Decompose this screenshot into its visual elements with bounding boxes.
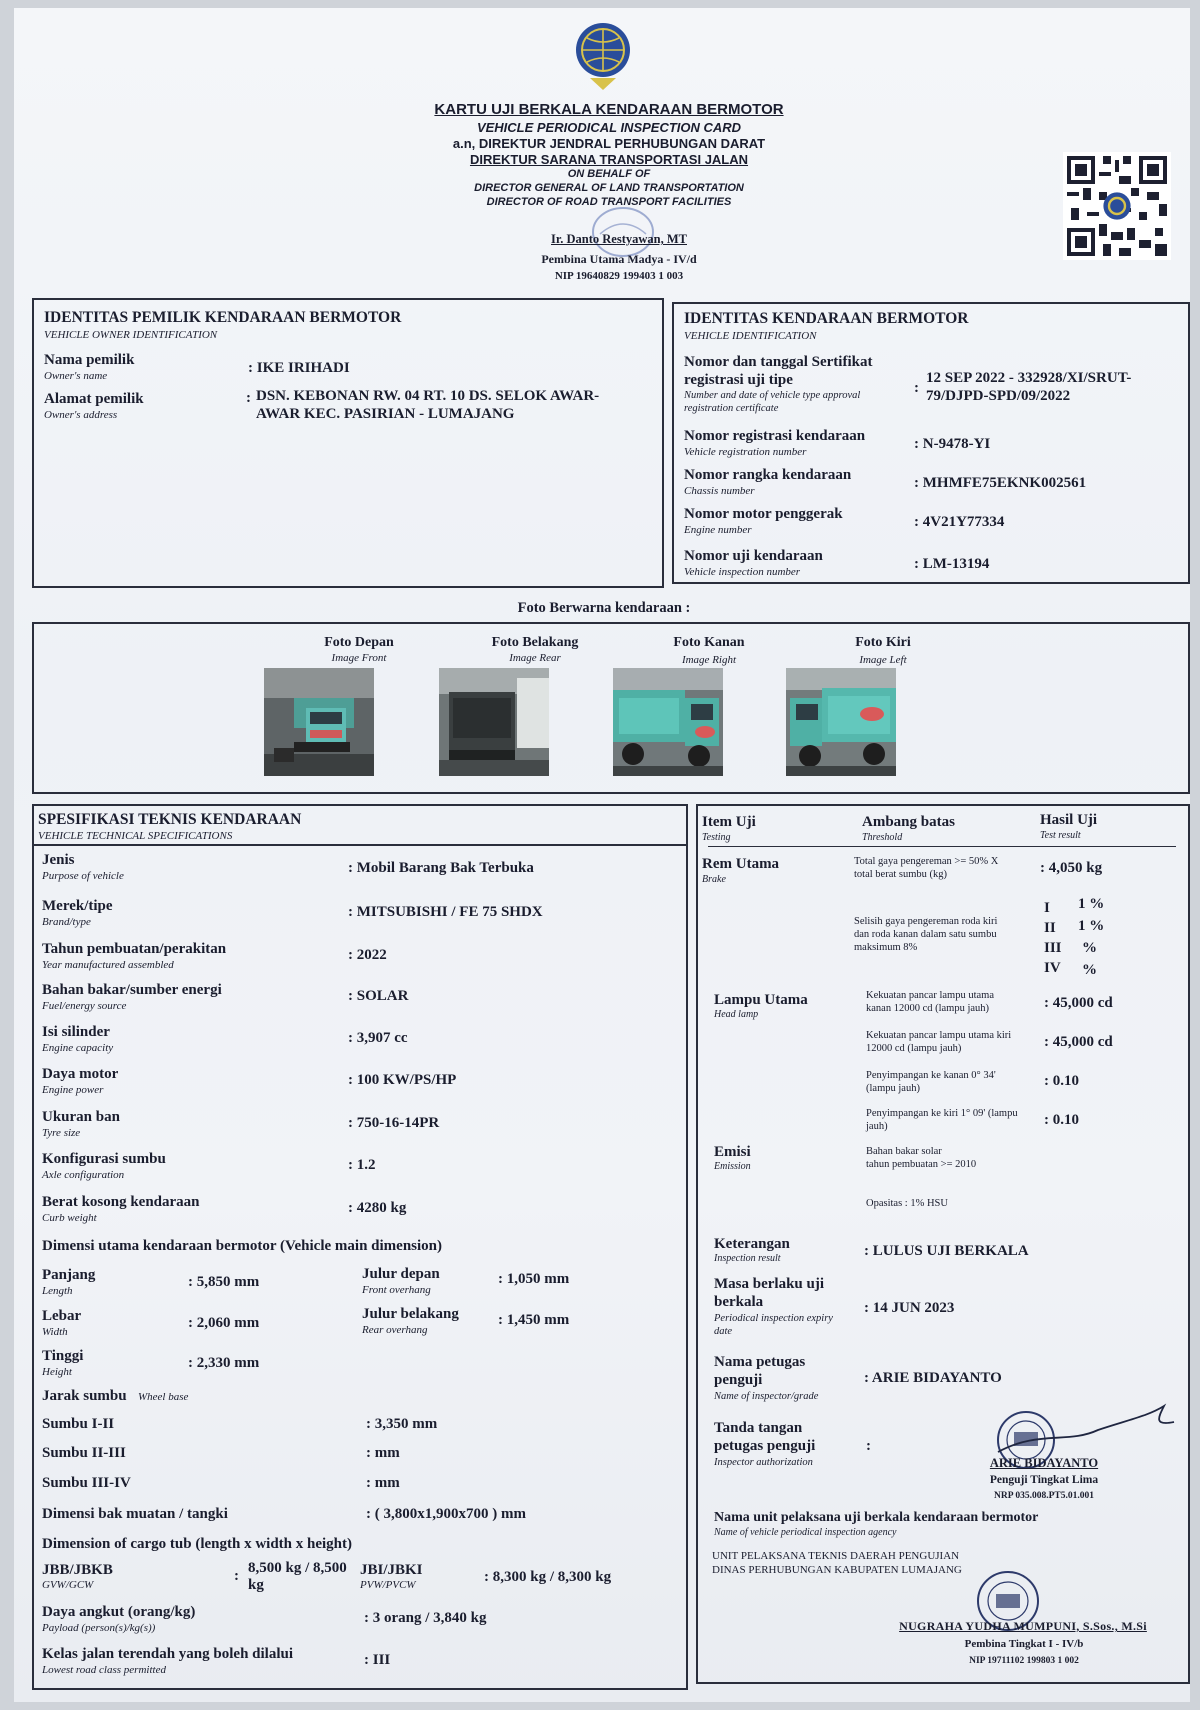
brake-threshold-2: total berat sumbu (kg) [854, 869, 948, 880]
front-overhang-value: : 1,050 mm [498, 1271, 570, 1287]
spec-row-value: : 4280 kg [348, 1200, 407, 1216]
signature-label-en: Inspector authorization [714, 1457, 813, 1468]
brake-label: Rem Utama [702, 856, 780, 872]
pvw-label: JBI/JBKI [360, 1562, 423, 1578]
photo-rear-label-en: Image Rear [509, 652, 561, 664]
front-overhang-label: Julur depan [362, 1266, 440, 1282]
expiry-label-en-1: Periodical inspection expiry [714, 1313, 833, 1324]
emission-label-en: Emission [714, 1161, 751, 1172]
spec-row-label: Bahan bakar/sumber energi [42, 982, 222, 998]
director-name: Ir. Danto Restyawan, MT [551, 232, 687, 246]
axle-number: II [1044, 920, 1056, 936]
test-col-threshold: Ambang batas [862, 814, 955, 830]
lamp-right-threshold-1: Kekuatan pancar lampu utama [866, 990, 994, 1001]
axle-2-3-value: : mm [366, 1445, 400, 1461]
chassis-label-en: Chassis number [684, 485, 755, 497]
gvw-label: JBB/JBKB [42, 1562, 113, 1578]
width-value: : 2,060 mm [188, 1315, 260, 1331]
deviation-right-threshold-2: (lampu jauh) [866, 1083, 920, 1094]
deviation-left-value: : 0.10 [1044, 1112, 1079, 1128]
spec-row-value: : 3,907 cc [348, 1030, 408, 1046]
height-value: : 2,330 mm [188, 1355, 260, 1371]
payload-label-en: Payload (person(s)/kg(s)) [42, 1622, 156, 1634]
payload-label: Daya angkut (orang/kg) [42, 1604, 196, 1620]
spec-row-label: Merek/tipe [42, 898, 113, 914]
photo-rear-image [439, 668, 549, 776]
brake-diff-threshold-2: dan roda kanan dalam satu sumbu [854, 929, 997, 940]
test-col-result: Hasil Uji [1040, 812, 1098, 828]
agency-head-rank: Pembina Tingkat I - IV/b [964, 1638, 1084, 1650]
director-nip: NIP 19640829 199403 1 003 [554, 270, 684, 282]
expiry-label-2: berkala [714, 1294, 764, 1310]
width-label: Lebar [42, 1308, 82, 1324]
axle-result: 1 % [1078, 918, 1105, 934]
gvw-value-2: kg [248, 1577, 264, 1593]
width-label-en: Width [42, 1326, 68, 1338]
photo-left-label-en: Image Left [859, 654, 907, 666]
spec-row-label-en: Purpose of vehicle [42, 870, 124, 882]
card-title: KARTU UJI BERKALA KENDARAAN BERMOTOR [434, 101, 784, 118]
engine-label: Nomor motor penggerak [684, 506, 843, 522]
brake-diff-threshold-3: maksimum 8% [854, 942, 918, 953]
dimension-title: Dimensi utama kendaraan bermotor (Vehicle main dimension) [42, 1238, 443, 1254]
rear-overhang-label: Julur belakang [362, 1306, 459, 1322]
ministry-emblem-icon [572, 20, 634, 92]
gvw-label-en: GVW/GCW [42, 1579, 94, 1591]
inspector-signature-nrp: NRP 035.008.PT5.01.001 [993, 1491, 1094, 1501]
pvw-value: : 8,300 kg / 8,300 kg [484, 1569, 612, 1585]
road-class-value: : III [364, 1652, 391, 1668]
test-number-value: : LM-13194 [914, 556, 990, 572]
vehicle-section-title-en: VEHICLE IDENTIFICATION [684, 330, 817, 342]
axle-number: III [1044, 940, 1062, 956]
lamp-right-value: : 45,000 cd [1044, 995, 1113, 1011]
photo-front-label: Foto Depan [324, 635, 394, 650]
spec-row-label-en: Year manufactured assembled [42, 959, 174, 971]
inspector-signature-name: ARIE BIDAYANTO [989, 1456, 1099, 1470]
inspection-card-sheet: KARTU UJI BERKALA KENDARAAN BERMOTOR VEHICLE PERIODICAL INSPECTION CARD a.n, DIREKTUR JENDRAL PERHUBUNGAN DARAT DIREKTUR SARANA TRANSPORTASI JALAN ON BEHALF OF DIRECTOR GENERAL OF LAND TRANSPORTATION DIRECTOR OF ROAD TRANSPORT FACILITIES Ir. Danto Restyawan, MT Pembina Utama Madya - IV/d NIP 19640829 199403 1 003 IDENTITAS PEMILIK KENDARAAN BERMOTOR VEHICLE OWNER IDENTIFICATION Nama pemilik Owner's name : IKE IRIHADI Alamat pemilik Owner's address : DSN. KEBONAN RW. 04 RT. 10 DS. SELOK AWAR- AWAR KEC. PASIRIAN - LUMAJANG IDENTITAS KENDARAAN BERMOTOR VEHICLE IDENTIFICATION Nomor dan tanggal Sertifikat registrasi uji tipe Number and date of vehicle type approval registration certificate : 12 SEP 2022 - 332928/XI/SRUT- 79/DJPD-SPD/09/2022 Nomor registrasi kendaraan Vehicle registration number : N-9478-YI Nomor rangka kendaraan Chassis number : MHMFE75EKNK002561 Nomor motor penggerak Engine number : 4V21Y77334 Nomor uji kendaraan Vehicle inspection number : LM-13194 Foto Berwarna kendaraan : Foto Depan Image Front Foto Belakang Image Rear Foto Kanan Image Right Foto Kiri Image Left SPESIFIKASI TEKNIS KENDARAAN VEHICLE TECHNICAL SPECIFICATIONS Jenis Purpose of vehicle : Mobil Barang Bak Terbuka Merek/tipe Brand/type : MITSUBISHI / FE 75 SHDX Tahun pembuatan/perakitan Year manufactured assembled : 2022 Bahan bakar/sumber energi Fuel/energy source : SOLAR Isi silinder Engine capacity : 3,907 cc Daya motor Engine power : 100 KW/PS/HP Ukuran ban Tyre size : 750-16-14PR Konfigurasi sumbu Axle configuration : 1.2 Berat kosong kendaraan Curb weight : 4280 kg Dimensi utama kendaraan bermotor (Vehicle main dimension) Panjang Length : 5,850 mm Lebar Width : 2,060 mm Tinggi Height : 2,330 mm Julur depan Front overhang : 1,050 mm Julur belakang Rear overhang : 1,450 mm Jarak sumbu Wheel base Sumbu I-II : 3,350 mm Sumbu II-III : mm Sumbu III-IV : mm Dimensi bak muatan / tangki : ( 3,800x1,900x700 ) mm Dimension of cargo tub (length x width x height) JBB/JBKB GVW/GCW : 8,500 kg / 8,500 kg JBI/JBKI PVW/PVCW : 8,300 kg / 8,300 kg Daya angkut (orang/kg) Payload (person(s)/kg(s)) : 3 orang / 3,840 kg Kelas jalan terendah yang boleh dilalui Lowest road class permitted : III Item Uji Testing Ambang batas Threshold Hasil Uji Test result Rem Utama Brake Total gaya pengereman >= 50% X total berat sumbu (kg) : 4,050 kg Selisih gaya pengereman roda kiri dan roda kanan dalam satu sumbu maksimum 8% I 1 % II 1 % III % IV % Lampu Utama Head lamp Kekuatan pancar lampu utama kanan 12000 cd (lampu jauh) : 45,000 cd Kekuatan pancar lampu utama kiri 12000 cd (lampu jauh) : 45,000 cd Penyimpangan ke kanan 0° 34' (lampu jauh) : 0.10 Penyimpangan ke kiri 1° 09' (lampu jauh) : 0.10 Emisi Emission Bahan bakar solar tahun pembuatan >= 2010 Opasitas : 1% HSU Keterangan Inspection result : LULUS UJI BERKALA Masa berlaku uji berkala Periodical inspection expiry date : 14 JUN 2023 Nama petugas penguji Name of inspector/grade : ARIE BIDAYANTO Tanda tangan petugas penguji Inspector authorization : ARIE BIDAYANTO Penguji Tingkat Lima NRP 035.008.PT5.01.001 Nama unit pelaksana uji berkala kendaraan bermotor Name of vehicle periodical inspection agency UNIT PELAKSANA TEKNIS DAERAH PENGUJIAN DINAS PERHUBUNGAN KABUPATEN LUMAJANG NUGRAHA YUDHA MUMPUNI, S.Sos., M.Si Pembina Tingkat I - IV/b NIP 19711102 199803 1 002 [14, 8, 1190, 1702]
spec-row-value: : 1.2 [348, 1157, 376, 1173]
spec-row-value: : Mobil Barang Bak Terbuka [348, 860, 534, 876]
spec-row-value: : 100 KW/PS/HP [348, 1072, 457, 1088]
axle-result: 1 % [1078, 896, 1105, 912]
cert-value-2: 79/DJPD-SPD/09/2022 [926, 388, 1071, 404]
axle-1-2-label: Sumbu I-II [42, 1416, 115, 1432]
photo-right-label: Foto Kanan [673, 635, 745, 650]
photo-rear-label: Foto Belakang [491, 635, 579, 650]
spec-section-title: SPESIFIKASI TEKNIS KENDARAAN [38, 811, 302, 828]
lamp-left-threshold-1: Kekuatan pancar lampu utama kiri [866, 1030, 1012, 1041]
deviation-right-value: : 0.10 [1044, 1073, 1079, 1089]
photo-right-image [613, 668, 723, 776]
agency-label-en: Name of vehicle periodical inspection agency [714, 1527, 897, 1538]
test-number-label: Nomor uji kendaraan [684, 548, 823, 564]
test-number-label-en: Vehicle inspection number [684, 566, 801, 578]
spec-row-value: : 750-16-14PR [348, 1115, 440, 1131]
inspector-label-2: penguji [714, 1372, 763, 1388]
header-line-5: DIRECTOR OF ROAD TRANSPORT FACILITIES [486, 196, 732, 208]
length-label: Panjang [42, 1267, 96, 1283]
spec-row-label-en: Brand/type [42, 916, 91, 928]
spec-row-label-en: Fuel/energy source [42, 1000, 127, 1012]
expiry-label-1: Masa berlaku uji [714, 1276, 825, 1292]
spec-section-title-en: VEHICLE TECHNICAL SPECIFICATIONS [38, 830, 233, 842]
owner-address-value-2: AWAR KEC. PASIRIAN - LUMAJANG [256, 406, 515, 422]
deviation-left-threshold-1: Penyimpangan ke kiri 1° 09' (lampu [866, 1108, 1018, 1119]
test-col-threshold-en: Threshold [862, 832, 903, 843]
spec-row-label: Konfigurasi sumbu [42, 1151, 166, 1167]
photo-left-label: Foto Kiri [855, 635, 911, 650]
owner-address-value-1: DSN. KEBONAN RW. 04 RT. 10 DS. SELOK AWAR- [256, 388, 600, 404]
lamp-left-threshold-2: 12000 cd (lampu jauh) [866, 1043, 962, 1054]
photo-front-label-en: Image Front [331, 652, 387, 664]
owner-section-title: IDENTITAS PEMILIK KENDARAAN BERMOTOR [44, 309, 402, 326]
rear-overhang-label-en: Rear overhang [362, 1324, 428, 1336]
inspector-signature-rank: Penguji Tingkat Lima [989, 1474, 1099, 1486]
test-col-item-en: Testing [702, 832, 731, 843]
rear-overhang-value: : 1,450 mm [498, 1312, 570, 1328]
inspector-value: : ARIE BIDAYANTO [864, 1370, 1002, 1386]
spec-row-value: : 2022 [348, 947, 387, 963]
road-class-label-en: Lowest road class permitted [42, 1664, 166, 1676]
axle-number: IV [1044, 960, 1061, 976]
agency-head-nip: NIP 19711102 199803 1 002 [969, 1656, 1079, 1666]
spec-row-label: Jenis [42, 852, 75, 868]
wheelbase-label-en: Wheel base [138, 1391, 189, 1403]
emission-label: Emisi [714, 1144, 751, 1160]
inspector-label-en: Name of inspector/grade [714, 1391, 819, 1402]
director-rank: Pembina Utama Madya - IV/d [541, 252, 697, 266]
emission-threshold-2: tahun pembuatan >= 2010 [866, 1159, 977, 1170]
spec-row-value: : SOLAR [348, 988, 409, 1004]
wheelbase-label: Jarak sumbu [42, 1388, 127, 1404]
road-class-label: Kelas jalan terendah yang boleh dilalui [42, 1646, 294, 1662]
owner-address-label-en: Owner's address [44, 409, 118, 421]
payload-value: : 3 orang / 3,840 kg [364, 1610, 487, 1626]
spec-row-label-en: Engine power [42, 1084, 104, 1096]
front-overhang-label-en: Front overhang [362, 1284, 431, 1296]
inspector-label-1: Nama petugas [714, 1354, 806, 1370]
reg-value: : N-9478-YI [914, 436, 991, 452]
brake-diff-threshold-1: Selisih gaya pengereman roda kiri [854, 916, 998, 927]
owner-identification-box [32, 298, 664, 588]
signature-colon: : [866, 1438, 871, 1454]
spec-row-label: Isi silinder [42, 1024, 110, 1040]
cert-label-en-1: Number and date of vehicle type approval [684, 390, 861, 401]
expiry-label-en-2: date [714, 1326, 733, 1337]
spec-row-label: Tahun pembuatan/perakitan [42, 941, 227, 957]
axle-result: % [1082, 940, 1097, 956]
owner-section-title-en: VEHICLE OWNER IDENTIFICATION [44, 329, 218, 341]
test-col-result-en: Test result [1040, 830, 1081, 841]
inspection-result-value: : LULUS UJI BERKALA [864, 1243, 1029, 1259]
deviation-right-threshold-1: Penyimpangan ke kanan 0° 34' [866, 1070, 996, 1081]
owner-address-label: Alamat pemilik [44, 391, 144, 407]
axle-3-4-label: Sumbu III-IV [42, 1475, 131, 1491]
emission-threshold-1: Bahan bakar solar [866, 1146, 942, 1157]
signature-label-2: petugas penguji [714, 1438, 816, 1454]
qr-code-icon [1063, 152, 1171, 260]
spec-row-label-en: Tyre size [42, 1127, 81, 1139]
owner-name-label-en: Owner's name [44, 370, 108, 382]
brake-threshold-1: Total gaya pengereman >= 50% X [854, 856, 999, 867]
header-line-4: DIRECTOR GENERAL OF LAND TRANSPORTATION [474, 182, 744, 194]
agency-label: Nama unit pelaksana uji berkala kendaraan bermotor [714, 1510, 1039, 1525]
axle-result: % [1082, 962, 1097, 978]
header-line-3: ON BEHALF OF [567, 168, 651, 180]
photo-right-label-en: Image Right [681, 654, 737, 666]
pvw-label-en: PVW/PVCW [360, 1579, 416, 1591]
cargo-tub-label-en: Dimension of cargo tub (length x width x height) [42, 1536, 353, 1552]
test-col-item: Item Uji [702, 814, 756, 830]
lamp-right-threshold-2: kanan 12000 cd (lampu jauh) [866, 1003, 990, 1014]
spec-row-label-en: Engine capacity [42, 1042, 114, 1054]
engine-value: : 4V21Y77334 [914, 514, 1005, 530]
chassis-label: Nomor rangka kendaraan [684, 467, 852, 483]
axle-3-4-value: : mm [366, 1475, 400, 1491]
height-label-en: Height [42, 1366, 72, 1378]
header-line-2: DIREKTUR SARANA TRANSPORTASI JALAN [469, 152, 749, 167]
deviation-left-threshold-2: jauh) [866, 1121, 888, 1132]
header-line-1: a.n, DIREKTUR JENDRAL PERHUBUNGAN DARAT [452, 136, 766, 151]
chassis-value: : MHMFE75EKNK002561 [914, 475, 1087, 491]
photos-title: Foto Berwarna kendaraan : [517, 600, 691, 616]
gvw-value-1: 8,500 kg / 8,500 [248, 1560, 347, 1576]
brake-value: : 4,050 kg [1040, 860, 1103, 876]
engine-label-en: Engine number [684, 524, 752, 536]
owner-name-value: : IKE IRIHADI [248, 360, 350, 376]
agency-head-name: NUGRAHA YUDHA MUMPUNI, S.Sos., M.Si [899, 1619, 1147, 1633]
agency-value-2: DINAS PERHUBUNGAN KABUPATEN LUMAJANG [712, 1564, 962, 1576]
spec-row-label: Daya motor [42, 1066, 119, 1082]
axle-1-2-value: : 3,350 mm [366, 1416, 438, 1432]
cert-label-1: Nomor dan tanggal Sertifikat [684, 354, 873, 370]
spec-row-value: : MITSUBISHI / FE 75 SHDX [348, 904, 543, 920]
owner-name-label: Nama pemilik [44, 352, 135, 368]
vehicle-section-title: IDENTITAS KENDARAAN BERMOTOR [684, 310, 969, 327]
lamp-left-value: : 45,000 cd [1044, 1034, 1113, 1050]
axle-2-3-label: Sumbu II-III [42, 1445, 126, 1461]
spec-row-label-en: Axle configuration [42, 1169, 125, 1181]
cert-label-2: registrasi uji tipe [684, 372, 793, 388]
expiry-value: : 14 JUN 2023 [864, 1300, 955, 1316]
length-value: : 5,850 mm [188, 1274, 260, 1290]
opacity-value: Opasitas : 1% HSU [866, 1198, 948, 1209]
reg-label: Nomor registrasi kendaraan [684, 428, 866, 444]
inspection-result-label: Keterangan [714, 1236, 790, 1252]
length-label-en: Length [42, 1285, 73, 1297]
photo-front-image [264, 668, 374, 776]
head-lamp-label-en: Head lamp [714, 1009, 759, 1020]
photo-left-image [786, 668, 896, 776]
axle-number: I [1044, 900, 1050, 916]
height-label: Tinggi [42, 1348, 84, 1364]
brake-label-en: Brake [702, 874, 726, 885]
cargo-tub-label: Dimensi bak muatan / tangki [42, 1506, 228, 1522]
spec-row-label: Berat kosong kendaraan [42, 1194, 200, 1210]
spec-row-label: Ukuran ban [42, 1109, 120, 1125]
head-lamp-label: Lampu Utama [714, 992, 808, 1008]
signature-label-1: Tanda tangan [714, 1420, 803, 1436]
card-title-en: VEHICLE PERIODICAL INSPECTION CARD [476, 120, 742, 135]
photos-box [32, 622, 1190, 794]
cert-value-1: 12 SEP 2022 - 332928/XI/SRUT- [926, 370, 1132, 386]
agency-value-1: UNIT PELAKSANA TEKNIS DAERAH PENGUJIAN [712, 1550, 960, 1562]
spec-row-label-en: Curb weight [42, 1212, 97, 1224]
cargo-tub-value: : ( 3,800x1,900x700 ) mm [366, 1506, 526, 1522]
inspection-result-label-en: Inspection result [714, 1253, 781, 1264]
cert-label-en-2: registration certificate [684, 403, 779, 414]
reg-label-en: Vehicle registration number [684, 446, 807, 458]
